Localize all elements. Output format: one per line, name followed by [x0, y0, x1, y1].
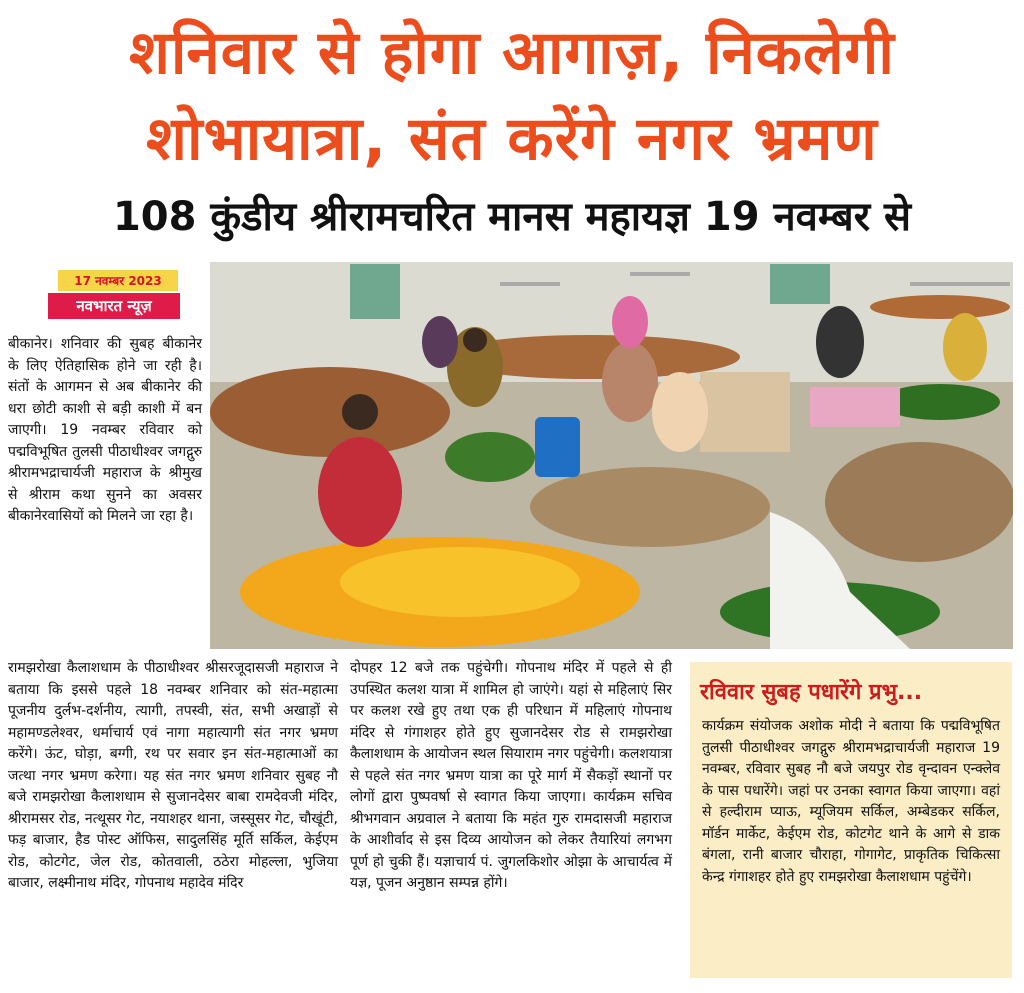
article-column-1-bottom: रामझरोखा कैलाशधाम के पीठाधीश्वर श्रीसरजूदासजी महाराज ने बताया कि इससे पहले 18 नवम्बर शनिवार को संत-महात्मा पूजनीय दुर्लभ-दर्शनीय, त्यागी, तपस्वी, संत, सभी अखाड़ों से महामण्डलेश्वर, धर्माचार्य एवं नागा महात्यागी संत नगर भ्रमण करेंगे। ऊंट, घोड़ा, बग्गी, रथ पर सवार इन संत-महात्माओं का जत्था नगर भ्रमण करेगा। यह संत नगर भ्रमण शनिवार सुबह नौ बजे रामझरोखा कैलाशधाम से सुजानदेसर बाबा रामदेवजी मंदिर, श्रीरामसर रोड, नत्थूसर गेट, नयाशहर थाना, जस्सूसर गेट, चौखूंटी, फड़ बाजार, हैड पोस्ट ऑफिस, सादुलसिंह मूर्ति सर्किल, केईएम रोड, कोटगेट, जेल रोड, कोतवाली, ठठेरा मोहल्ला, भुजिया बाजार, लक्ष्मीनाथ मंदिर, गोपनाथ महादेव मंदिर [8, 660, 338, 891]
badge-brand: नवभारत न्यूज़ [48, 293, 180, 319]
headline-line-1: शनिवार से होगा आगाज़, निकलेगी [129, 18, 895, 88]
leaves [445, 432, 535, 482]
badge-date: 17 नवम्बर 2023 [58, 270, 178, 291]
cloth-bundle [810, 387, 900, 427]
window [770, 264, 830, 304]
marigold-pile [340, 547, 580, 617]
window [350, 264, 400, 319]
worker-head [463, 328, 487, 352]
sidebar-box-body: कार्यक्रम संयोजक अशोक मोदी ने बताया कि पद्मविभूषित तुलसी पीठाधीश्वर जगद्गुरु श्रीरामभद्राचार्यजी महाराज 19 नवम्बर, रविवार सुबह नौ बजे जयपुर रोड वृन्दावन एन्क्लेव के पास पधारेंगे। जहां पर उनका स्वागत किया जाएगा। वहां से हल्दीराम प्याऊ, म्यूजियम सर्किल, अम्बेडकर सर्किल, मॉर्डन मार्केट, केईएम रोड, कोटगेट थाने के आगे से डाक बंगला, रानी बाजार चौराहा, गोगागेट, प्राकृतिक चिकित्सा केन्द्र गंगाशहर होते हुए रामझरोखा कैलाशधाम पहुंचेंगे। [702, 718, 1000, 885]
sidebar-box-title: रविवार सुबह पधारेंगे प्रभु... [700, 680, 923, 705]
pots-pile [210, 367, 450, 457]
sidebar-box [690, 662, 1012, 978]
worker-figure [318, 437, 402, 547]
worker-figure [652, 372, 708, 452]
date-badge [44, 270, 194, 319]
water-drum [535, 417, 580, 477]
worker-figure [943, 313, 987, 381]
worker-figure [602, 342, 658, 422]
worker-figure [422, 316, 458, 368]
worker-figure [816, 306, 864, 378]
worker-figure [612, 296, 648, 348]
article-column-2: दोपहर 12 बजे तक पहुंचेगी। गोपनाथ मंदिर में पहले से ही उपस्थित कलश यात्रा में शामिल हो जाएंगे। यहां से महिलाएं सिर पर कलश रखे हुए तथा एक ही परिधान में महिलाएं गोपनाथ मंदिर से गंगाशहर होते हुए सुजानदेसर रोड से रामझरोखा कैलाशधाम के आयोजन स्थल सियाराम नगर पहुंचेगी। कलशयात्रा से पहले संत नगर भ्रमण यात्रा का पूरे मार्ग में सैकड़ों स्थानों पर लोगों द्वारा पुष्पवर्षा से स्वागत किया जाएगा। कार्यक्रम सचिव श्रीभगवान अग्रवाल ने बताया कि महंत गुरु रामदासजी महाराज के आशीर्वाद से इस दिव्य आयोजन को लेकर तैयारियां लगभग पूर्ण हो चुकी हैं। यज्ञाचार्य पं. जुगलकिशोर ओझा के आचार्यत्व में यज्ञ, पूजन अनुष्ठान सम्पन्न होंगे। [350, 660, 672, 891]
shelf [630, 272, 690, 276]
worker-head [342, 394, 378, 430]
sack [825, 442, 1013, 562]
news-photo [210, 262, 1013, 649]
pots-pile [870, 295, 1010, 319]
photo-illustration [210, 262, 1013, 649]
headline-line-2: शोभायात्रा, संत करेंगे नगर भ्रमण [146, 104, 878, 174]
article-column-1-top: बीकानेर। शनिवार की सुबह बीकानेर के लिए ऐतिहासिक होने जा रही है। संतों के आगमन से अब बीकानेर की धरा छोटी काशी से बड़ी काशी में बन जाएगी। 19 नवम्बर रविवार को पद्मविभूषित तुलसी पीठाधीश्वर जगद्गुरु श्रीरामभद्राचार्यजी महाराज के श्रीमुख से श्रीराम कथा सुनने का अवसर बीकानेरवासियों को मिलने जा रहा है। [8, 336, 202, 524]
shelf [500, 282, 560, 286]
carton [700, 372, 790, 452]
subheadline: 108 कुंडीय श्रीरामचरित मानस महायज्ञ 19 नवम्बर से [112, 194, 912, 240]
sack [530, 467, 770, 547]
shelf [910, 282, 1010, 286]
